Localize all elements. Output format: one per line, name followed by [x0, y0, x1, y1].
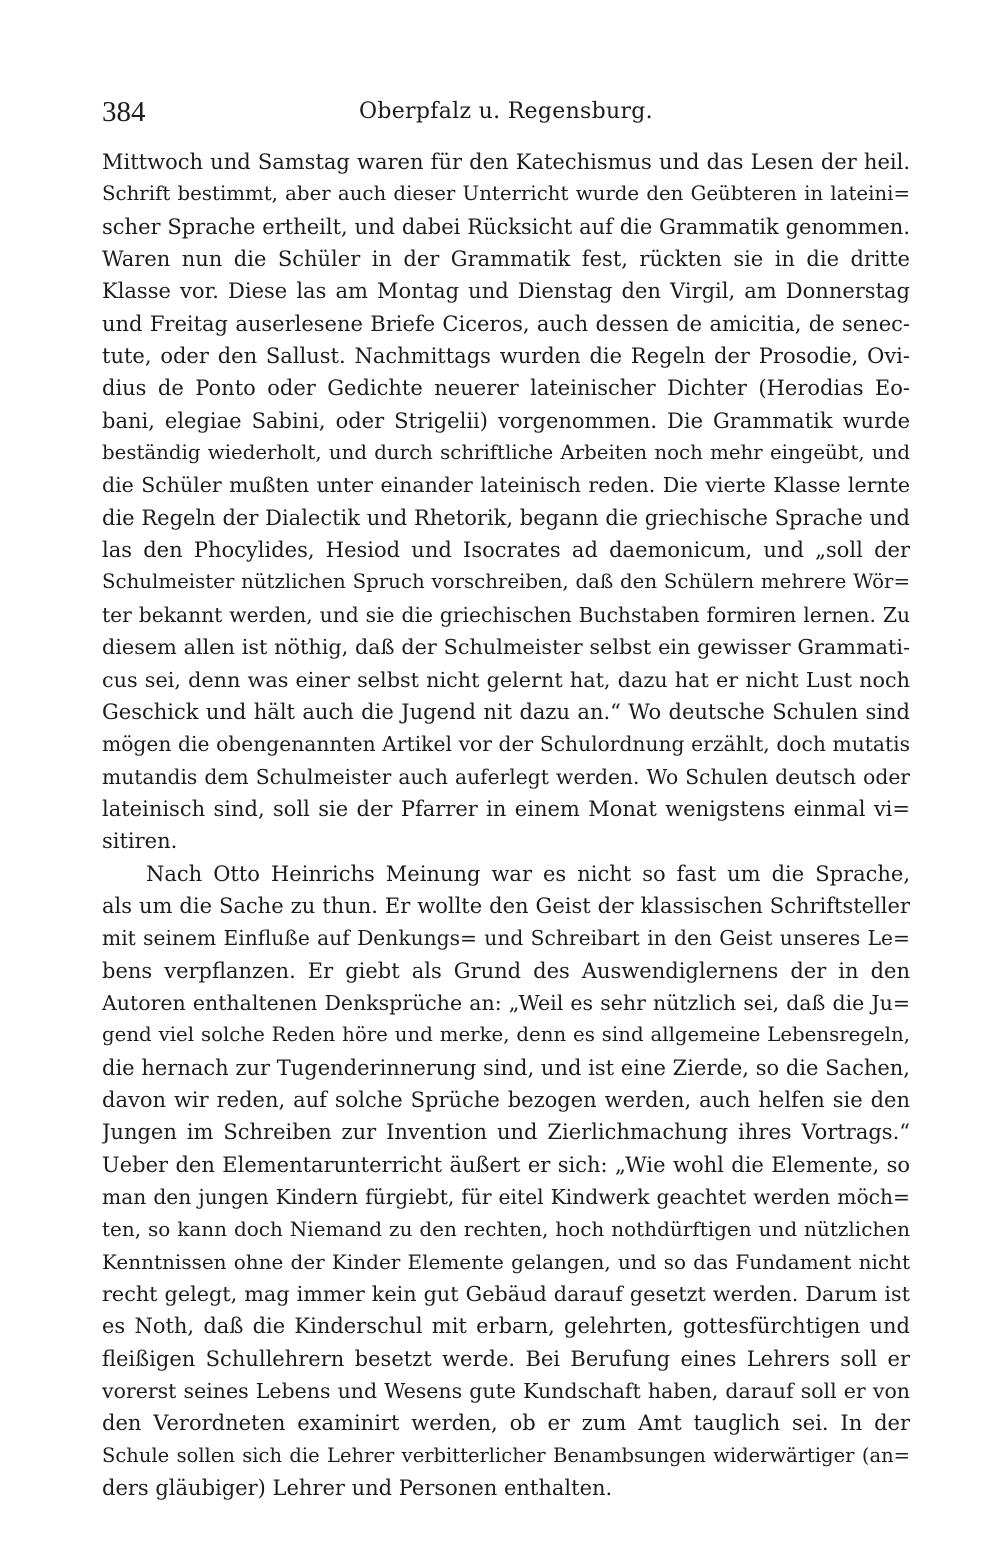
text-line: fleißigen Schullehrern besetzt werde. Bei Berufung eines Lehrers soll er	[102, 1346, 910, 1371]
text-line: vorerst seines Lebens und Wesens gute Kundschaft haben, darauf soll er von	[102, 1379, 910, 1404]
text-line: Klasse vor. Diese las am Montag und Dienstag den Virgil, am Donnerstag	[102, 279, 910, 304]
text-line: mutandis dem Schulmeister auch auferlegt werden. Wo Schulen deutsch oder	[102, 764, 910, 789]
text-line: Schule sollen sich die Lehrer verbitterlicher Benambsungen widerwärtiger (an=	[102, 1443, 910, 1467]
text-line: und Freitag auserlesene Briefe Ciceros, auch dessen de amicitia, de senec-	[102, 311, 910, 336]
text-line: diesem allen ist nöthig, daß der Schulmeister selbst ein gewisser Grammati-	[102, 635, 910, 660]
text-line: es Noth, daß die Kinderschul mit erbarn, gelehrten, gottesfürchtigen und	[102, 1314, 910, 1339]
text-line: die Regeln der Dialectik und Rhetorik, begann die griechische Sprache und	[102, 505, 910, 530]
text-line: als um die Sache zu thun. Er wollte den Geist der klassischen Schriftsteller	[102, 893, 910, 918]
text-line: bens verpflanzen. Er giebt als Grund des Auswendiglernens der in den	[102, 958, 910, 983]
text-line: Autoren enthaltenen Denksprüche an: „Weil es sehr nützlich sei, daß die Ju=	[102, 990, 910, 1015]
body-text	[102, 146, 910, 1504]
text-line: gend viel solche Reden höre und merke, denn es sind allgemeine Lebensregeln,	[102, 1023, 910, 1047]
paragraph-1	[102, 146, 910, 858]
paragraph-2	[102, 858, 910, 1505]
text-line: Waren nun die Schüler in der Grammatik fest, rückten sie in die dritte	[102, 247, 910, 272]
text-line: Kenntnissen ohne der Kinder Elemente gelangen, und so das Fundament nicht	[102, 1249, 910, 1274]
text-line: Geschick und hält auch die Jugend nit dazu an.“ Wo deutsche Schulen sind	[102, 699, 910, 724]
text-line: ter bekannt werden, und sie die griechischen Buchstaben formiren lernen. Zu	[102, 602, 910, 627]
text-line: man den jungen Kindern fürgiebt, für eitel Kindwerk geachtet werden möch=	[102, 1185, 910, 1209]
text-line: recht gelegt, mag immer kein gut Gebäud darauf gesetzt werden. Darum ist	[102, 1282, 910, 1307]
text-line: Schulmeister nützlichen Spruch vorschreiben, daß den Schülern mehrere Wör=	[102, 570, 910, 594]
text-line: Ueber den Elementarunterricht äußert er sich: „Wie wohl die Elemente, so	[102, 1152, 910, 1177]
text-line: mit seinem Einfluße auf Denkungs= und Schreibart in den Geist unseres Le=	[102, 926, 910, 951]
text-line: davon wir reden, auf solche Sprüche bezogen werden, auch helfen sie den	[102, 1087, 910, 1112]
text-line: ders gläubiger) Lehrer und Personen enthalten.	[102, 1476, 613, 1501]
text-line: die hernach zur Tugenderinnerung sind, und ist eine Zierde, so die Sachen,	[102, 1055, 910, 1080]
text-line: scher Sprache ertheilt, und dabei Rücksicht auf die Grammatik genommen.	[102, 214, 910, 239]
text-line: tute, oder den Sallust. Nachmittags wurden die Regeln der Prosodie, Ovi-	[102, 344, 910, 369]
text-line: beständig wiederholt, und durch schriftliche Arbeiten noch mehr eingeübt, und	[102, 441, 910, 465]
running-head: Oberpfalz u. Regensburg.	[359, 99, 653, 124]
text-line: dius de Ponto oder Gedichte neuerer lateinischer Dichter (Herodias Eo-	[102, 376, 910, 401]
text-line: mögen die obengenannten Artikel vor der Schulordnung erzählt, doch mutatis	[102, 732, 910, 757]
text-line: ten, so kann doch Niemand zu den rechten, hoch nothdürftigen und nützlichen	[102, 1217, 910, 1242]
text-line: den Verordneten examinirt werden, ob er zum Amt tauglich sei. In der	[102, 1411, 910, 1436]
page-number: 384	[102, 96, 146, 128]
text-line: cus sei, denn was einer selbst nicht gelernt hat, dazu hat er nicht Lust noch	[102, 667, 910, 692]
text-line: sitiren.	[102, 829, 178, 854]
text-line: die Schüler mußten unter einander lateinisch reden. Die vierte Klasse lernte	[102, 473, 910, 498]
text-line: lateinisch sind, soll sie der Pfarrer in einem Monat wenigstens einmal vi=	[102, 796, 910, 821]
text-line: Nach Otto Heinrichs Meinung war es nicht so fast um die Sprache,	[146, 861, 910, 886]
text-line: Mittwoch und Samstag waren für den Katechismus und das Lesen der heil.	[102, 150, 910, 174]
text-line: Jungen im Schreiben zur Invention und Zierlichmachung ihres Vortrags.“	[102, 1120, 910, 1145]
text-line: Schrift bestimmt, aber auch dieser Unterricht wurde den Geübteren in lateini=	[102, 182, 910, 206]
text-line: bani, elegiae Sabini, oder Strigelii) vorgenommen. Die Grammatik wurde	[102, 408, 910, 433]
text-line: las den Phocylides, Hesiod und Isocrates ad daemonicum, und „soll der	[102, 538, 910, 563]
page-header	[102, 92, 910, 132]
